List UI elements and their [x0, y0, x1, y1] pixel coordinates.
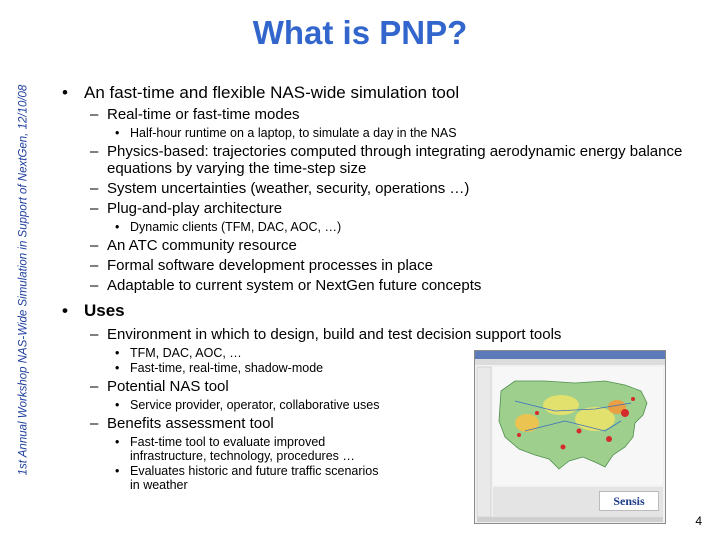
- sub-potential: – Potential NAS tool: [90, 378, 229, 395]
- sub-modes: – Real-time or fast-time modes: [90, 106, 300, 123]
- sub-uncertainties: – System uncertainties (weather, security, operations …): [90, 180, 470, 197]
- simulation-screenshot: [474, 350, 666, 524]
- sub-environment: – Environment in which to design, build and test decision support tools: [90, 326, 562, 343]
- side-footer: [8, 36, 38, 524]
- subsub-fasttime: • Fast-time, real-time, shadow-mode: [115, 361, 324, 375]
- bullet-tool: • An fast-time and flexible NAS-wide simulation tool: [62, 83, 460, 102]
- bullet-uses: • Uses: [62, 301, 125, 320]
- subsub-evaluates-historic: • Evaluates historic and future traffic scenarios in weather: [115, 464, 379, 492]
- workshop-caption: 1st Annual Workshop NAS-Wide Simulation in Support of NextGen, 12/10/08: [17, 84, 29, 476]
- subsub-runtime: • Half-hour runtime on a laptop, to simulate a day in the NAS: [115, 126, 457, 140]
- subsub-clients: • Dynamic clients (TFM, DAC, AOC, …): [115, 220, 342, 234]
- sub-benefits: – Benefits assessment tool: [90, 415, 274, 432]
- page-number: 4: [695, 514, 702, 528]
- sub-adaptable: – Adaptable to current system or NextGen future concepts: [90, 277, 482, 294]
- subsub-tfm: • TFM, DAC, AOC, …: [115, 346, 242, 360]
- sensis-logo: Sensis: [599, 491, 659, 511]
- sub-plugplay: – Plug-and-play architecture: [90, 200, 283, 217]
- subsub-evaluate-improved: • Fast-time tool to evaluate improved infrastructure, technology, procedures …: [115, 435, 355, 463]
- sub-physics: – Physics-based: trajectories computed through integrating aerodynamic energy balance equations by varying the time-step size: [90, 143, 683, 177]
- sub-atc: – An ATC community resource: [90, 237, 297, 254]
- slide-title: What is PNP?: [252, 14, 468, 51]
- sub-formal: – Formal software development processes in place: [90, 257, 433, 274]
- subsub-service: • Service provider, operator, collaborative uses: [115, 398, 380, 412]
